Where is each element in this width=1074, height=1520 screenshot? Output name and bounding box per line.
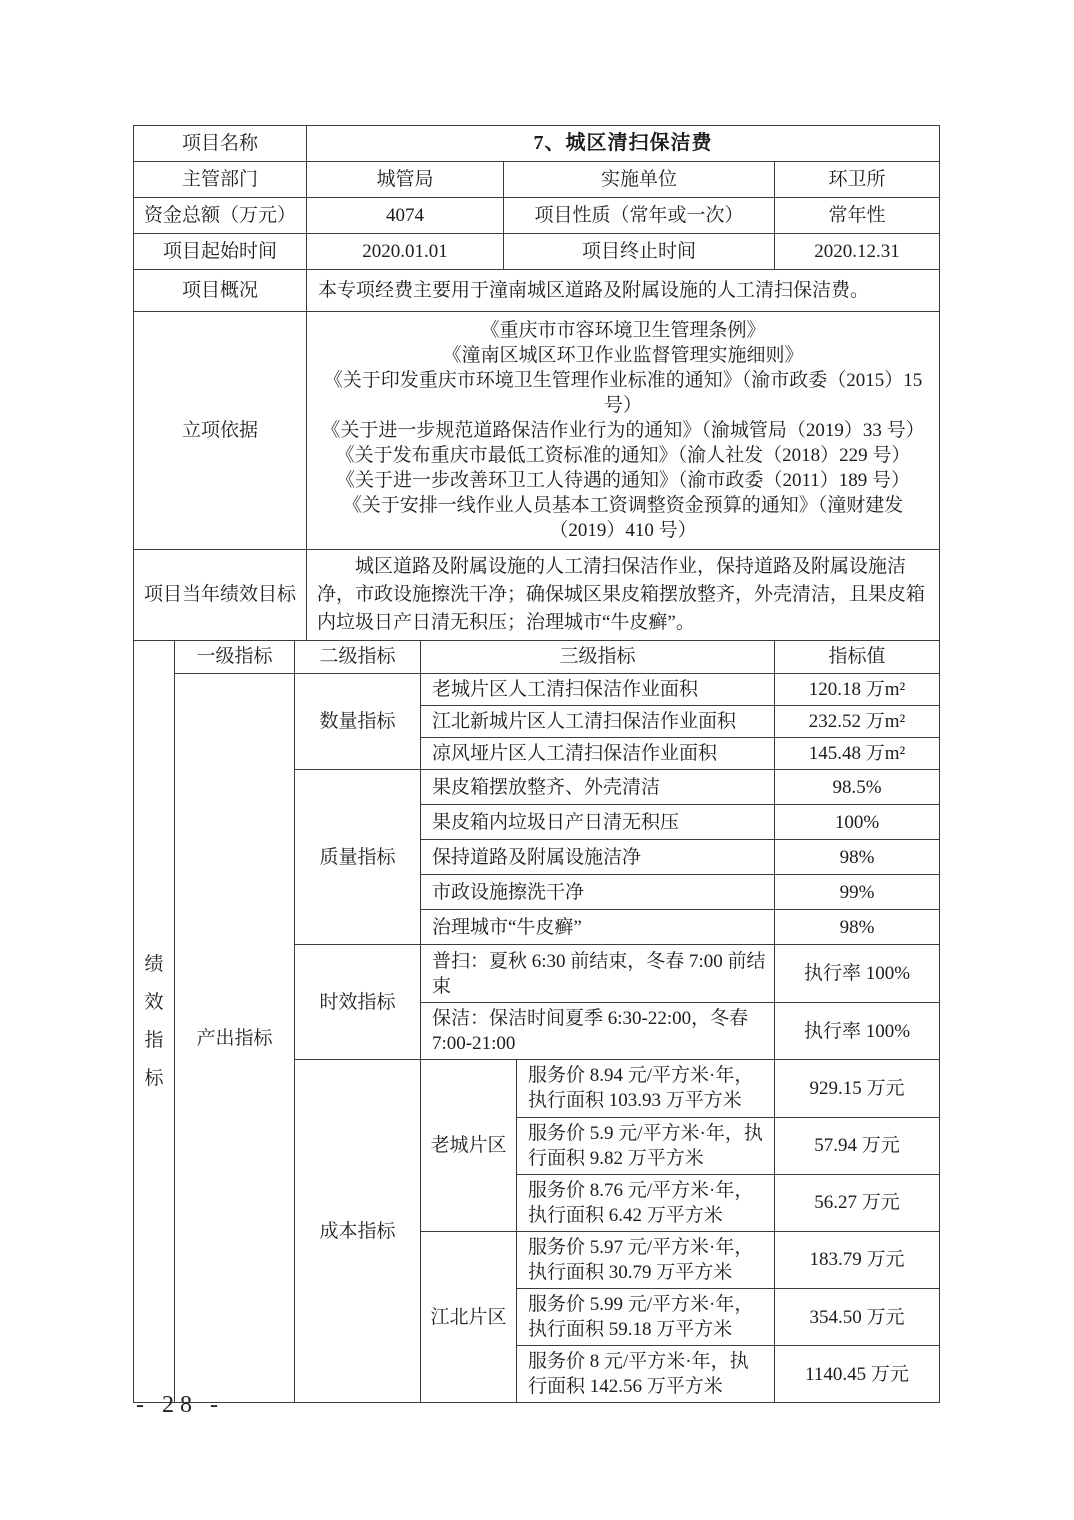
indicator-text: 服务价 8 元/平方米·年，执行面积 142.56 万平方米	[517, 1346, 775, 1403]
indicator-value: 354.50 万元	[775, 1289, 940, 1346]
row-project-name	[134, 126, 940, 162]
quantity-group-label: 数量指标	[295, 674, 421, 770]
indicator-text: 江北新城片区人工清扫保洁作业面积	[421, 706, 775, 738]
goal-text	[307, 550, 940, 641]
area-label-laocheng: 老城片区	[421, 1060, 517, 1231]
indicator-value: 145.48 万m²	[775, 738, 940, 770]
basis-line: 《关于安排一线作业人员基本工资调整资金预算的通知》（潼财建发	[342, 495, 904, 516]
basis-label: 立项依据	[134, 312, 307, 550]
indicator-value: 98%	[775, 840, 940, 875]
page-number: - 28 -	[136, 1392, 224, 1418]
indicator-value: 98.5%	[775, 770, 940, 805]
indicator-text: 果皮箱摆放整齐、外壳清洁	[421, 770, 775, 805]
header-level1: 一级指标	[175, 641, 295, 674]
start-date-value: 2020.01.01	[307, 234, 504, 270]
project-info-table	[133, 125, 940, 641]
indicator-text: 果皮箱内垃圾日产日清无积压	[421, 805, 775, 840]
goal-paragraph: 城区道路及附属设施的人工清扫保洁作业，保持道路及附属设施洁净，市政设施擦洗干净；确保城区果皮箱摆放整齐，外壳清洁，且果皮箱内垃圾日产日清无积压；治理城市“牛皮癣”。	[317, 556, 926, 633]
time-group-label: 时效指标	[295, 945, 421, 1060]
indicator-value: 232.52 万m²	[775, 706, 940, 738]
perf-group-label: 绩效指标	[144, 953, 164, 1089]
indicator-text: 保持道路及附属设施洁净	[421, 840, 775, 875]
indicator-header-row	[134, 641, 940, 674]
indicator-value: 执行率 100%	[775, 1003, 940, 1060]
overview-text: 本专项经费主要用于潼南城区道路及附属设施的人工清扫保洁费。	[307, 270, 940, 312]
indicator-text: 服务价 8.94 元/平方米·年，执行面积 103.93 万平方米	[517, 1060, 775, 1117]
fund-value: 4074	[307, 198, 504, 234]
row-goal	[134, 550, 940, 641]
cost-group-label: 成本指标	[295, 1060, 421, 1403]
indicator-value: 1140.45 万元	[775, 1346, 940, 1403]
indicator-text: 服务价 5.99 元/平方米·年，执行面积 59.18 万平方米	[517, 1289, 775, 1346]
indicator-text: 老城片区人工清扫保洁作业面积	[421, 674, 775, 706]
indicator-value: 98%	[775, 910, 940, 945]
indicator-text: 服务价 5.97 元/平方米·年，执行面积 30.79 万平方米	[517, 1231, 775, 1288]
basis-line: 号）	[603, 395, 642, 416]
fund-label: 资金总额（万元）	[134, 198, 307, 234]
indicator-text: 普扫：夏秋 6:30 前结束，冬春 7:00 前结束	[421, 945, 775, 1003]
start-date-label: 项目起始时间	[134, 234, 307, 270]
row-dept	[134, 162, 940, 198]
basis-line: 《潼南区城区环卫作业监督管理实施细则》	[442, 345, 804, 366]
indicator-text: 保洁：保洁时间夏季 6:30-22:00，冬春 7:00-21:00	[421, 1003, 775, 1060]
basis-line: 《关于进一步规范道路保洁作业行为的通知》（渝城管局（2019）33 号）	[321, 420, 925, 441]
performance-indicator-table	[133, 640, 940, 1403]
indicator-value: 56.27 万元	[775, 1174, 940, 1231]
goal-label: 项目当年绩效目标	[134, 550, 307, 641]
quality-group-label: 质量指标	[295, 770, 421, 945]
row-overview	[134, 270, 940, 312]
indicator-row	[134, 674, 940, 706]
row-dates	[134, 234, 940, 270]
impl-value: 环卫所	[775, 162, 940, 198]
header-level2: 二级指标	[295, 641, 421, 674]
impl-label: 实施单位	[504, 162, 775, 198]
end-date-value: 2020.12.31	[775, 234, 940, 270]
overview-label: 项目概况	[134, 270, 307, 312]
header-value: 指标值	[775, 641, 940, 674]
indicator-text: 服务价 5.9 元/平方米·年，执行面积 9.82 万平方米	[517, 1117, 775, 1174]
nature-value: 常年性	[775, 198, 940, 234]
basis-line: 《关于发布重庆市最低工资标准的通知》（渝人社发（2018）229 号）	[335, 445, 911, 466]
indicator-text: 服务价 8.76 元/平方米·年，执行面积 6.42 万平方米	[517, 1174, 775, 1231]
project-name-label: 项目名称	[134, 126, 307, 162]
project-report-table	[133, 125, 939, 1403]
project-name-value: 7、城区清扫保洁费	[307, 126, 940, 162]
indicator-value: 120.18 万m²	[775, 674, 940, 706]
basis-line: 《关于印发重庆市环境卫生管理作业标准的通知》（渝市政委（2015）15	[323, 370, 923, 391]
row-basis	[134, 312, 940, 550]
dept-label: 主管部门	[134, 162, 307, 198]
basis-line: 《重庆市市容环境卫生管理条例》	[480, 320, 766, 341]
indicator-text: 凉风垭片区人工清扫保洁作业面积	[421, 738, 775, 770]
perf-group-cell	[134, 641, 175, 1403]
area-label-jiangbei: 江北片区	[421, 1231, 517, 1402]
indicator-value: 执行率 100%	[775, 945, 940, 1003]
header-level3: 三级指标	[421, 641, 775, 674]
level1-output-cell: 产出指标	[175, 674, 295, 1403]
indicator-value: 929.15 万元	[775, 1060, 940, 1117]
indicator-value: 183.79 万元	[775, 1231, 940, 1288]
indicator-text: 治理城市“牛皮癣”	[421, 910, 775, 945]
basis-line: （2019）410 号）	[549, 520, 697, 541]
basis-text	[307, 312, 940, 550]
dept-value: 城管局	[307, 162, 504, 198]
indicator-text: 市政设施擦洗干净	[421, 875, 775, 910]
end-date-label: 项目终止时间	[504, 234, 775, 270]
row-fund	[134, 198, 940, 234]
indicator-value: 99%	[775, 875, 940, 910]
indicator-value: 100%	[775, 805, 940, 840]
indicator-value: 57.94 万元	[775, 1117, 940, 1174]
nature-label: 项目性质（常年或一次）	[504, 198, 775, 234]
basis-line: 《关于进一步改善环卫工人待遇的通知》（渝市政委（2011）189 号）	[335, 470, 911, 491]
